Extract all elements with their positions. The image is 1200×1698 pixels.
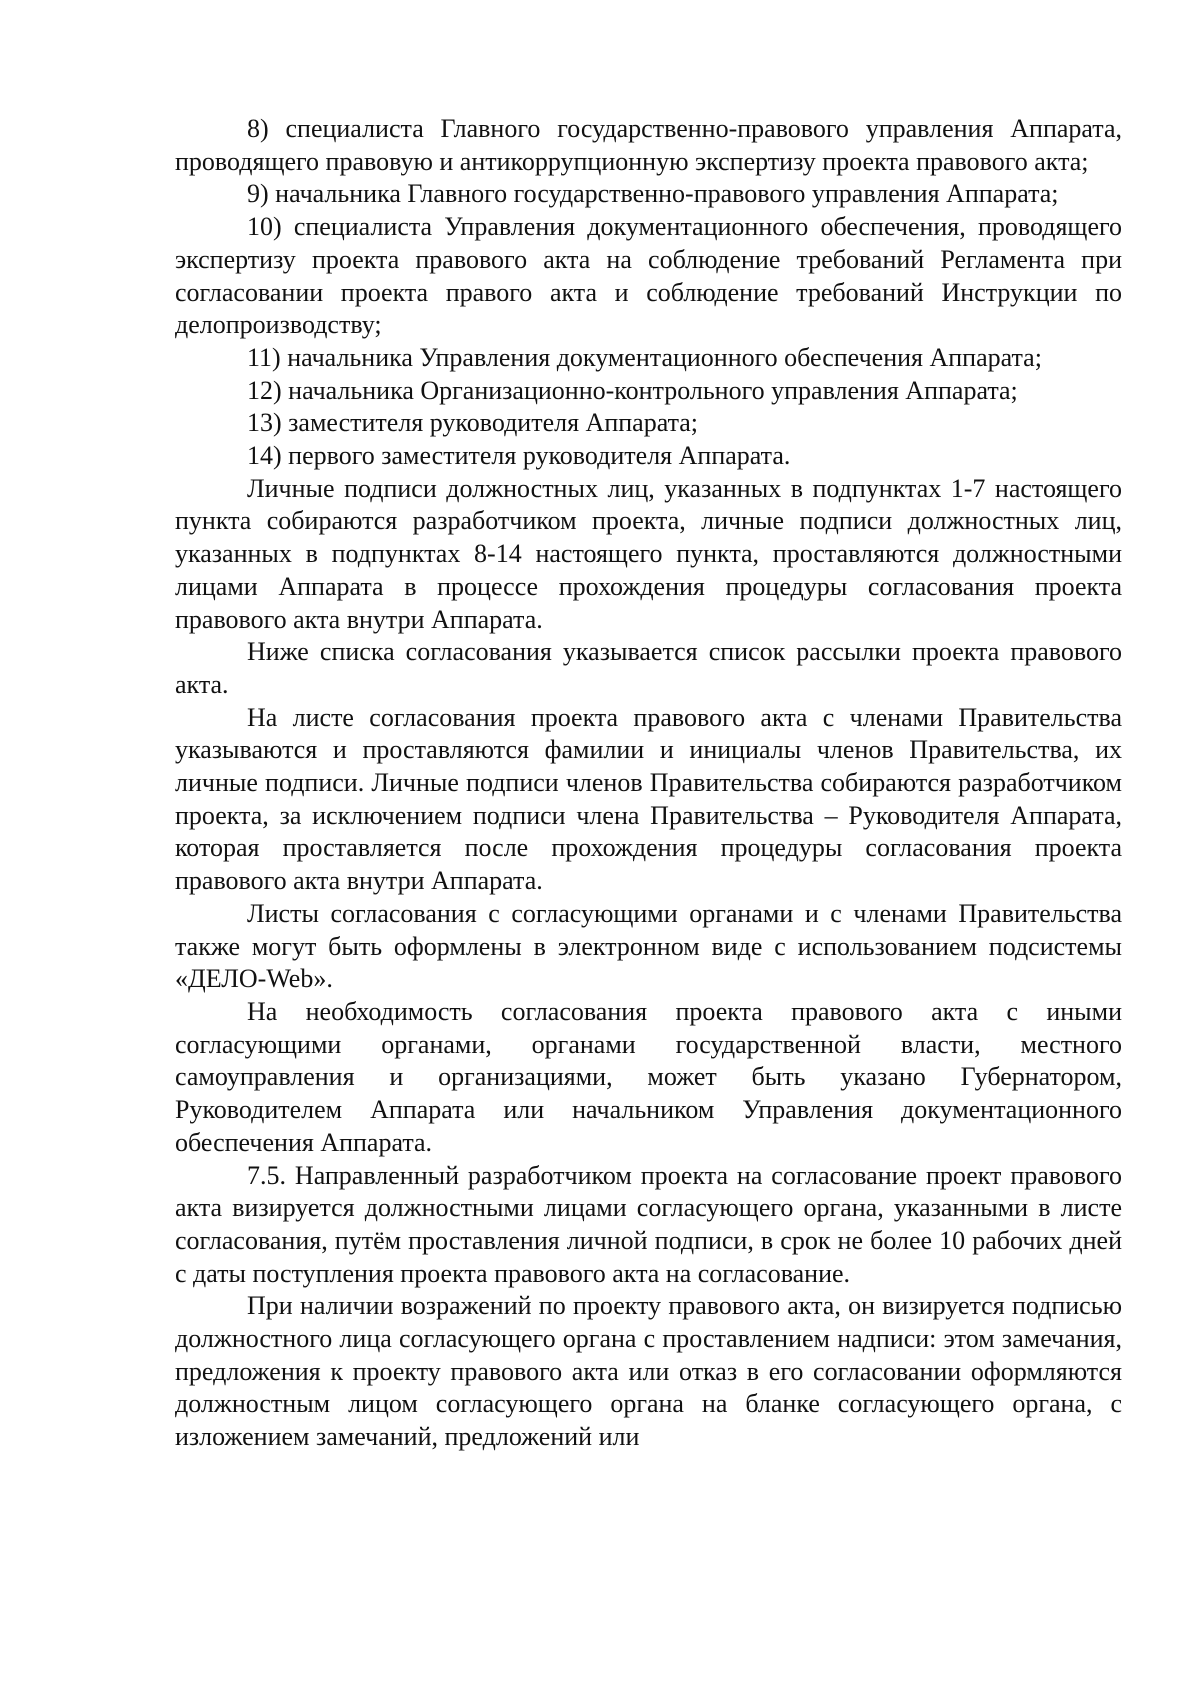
document-page: [175, 113, 1122, 1454]
paragraph-item-11: 11) начальника Управления документационного обеспечения Аппарата;: [247, 342, 1042, 372]
paragraph-other-bodies: На необходимость согласования проекта правового акта с иными согласующими органами, органами государственной власти, местного самоуправления и организациями, может быть указано Губернатором, Руководителем Аппарата или начальником Управления документационного обеспечения Аппарата.: [175, 996, 1122, 1157]
paragraph-item-14: 14) первого заместителя руководителя Аппарата.: [247, 441, 791, 471]
paragraph-item-10: 10) специалиста Управления документационного обеспечения, проводящего экспертизу проекта правового акта на соблюдение требований Регламента при согласовании проекта правого акта и соблюдение требований Инструкции по делопроизводству;: [175, 212, 1122, 340]
paragraph-item-9: 9) начальника Главного государственно-правового управления Аппарата;: [247, 179, 1059, 209]
paragraph-item-8: 8) специалиста Главного государственно-правового управления Аппарата, проводящего правовую и антикоррупционную экспертизу проекта правового акта;: [175, 114, 1122, 176]
paragraph-item-12: 12) начальника Организационно-контрольного управления Аппарата;: [247, 375, 1018, 405]
paragraph-government-members: На листе согласования проекта правового акта с членами Правительства указываются и проставляются фамилии и инициалы членов Правительства, их личные подписи. Личные подписи членов Правительства собираются разработчиком проекта, за исключением подписи члена Правительства – Руководителя Аппарата, которая проставляется после прохождения процедуры согласования проекта правового акта внутри Аппарата.: [175, 702, 1122, 896]
paragraph-section-7-5: 7.5. Направленный разработчиком проекта на согласование проект правового акта визируется должностными лицами согласующего органа, указанными в листе согласования, путём проставления личной подписи, в срок не более 10 рабочих дней с даты поступления проекта правового акта на согласование.: [175, 1160, 1122, 1288]
paragraph-objections: При наличии возражений по проекту правового акта, он визируется подписью должностного лица согласующего органа с проставлением надписи: этом замечания, предложения к проекту правового акта или отказ в его согласовании оформляются должностным лицом согласующего органа на бланке согласующего органа, с изложением замечаний, предложений или: [175, 1291, 1122, 1452]
paragraph-electronic-form: Листы согласования с согласующими органами и с членами Правительства также могут быть оформлены в электронном виде с использованием подсистемы «ДЕЛО-Web».: [175, 898, 1122, 994]
paragraph-signatures: Личные подписи должностных лиц, указанных в подпунктах 1-7 настоящего пункта собираются разработчиком проекта, личные подписи должностных лиц, указанных в подпунктах 8-14 настоящего пункта, проставляются должностными лицами Аппарата в процессе прохождения процедуры согласования проекта правового акта внутри Аппарата.: [175, 473, 1122, 634]
paragraph-mailing-list: Ниже списка согласования указывается список рассылки проекта правового акта.: [175, 637, 1122, 699]
paragraph-item-13: 13) заместителя руководителя Аппарата;: [247, 408, 699, 438]
